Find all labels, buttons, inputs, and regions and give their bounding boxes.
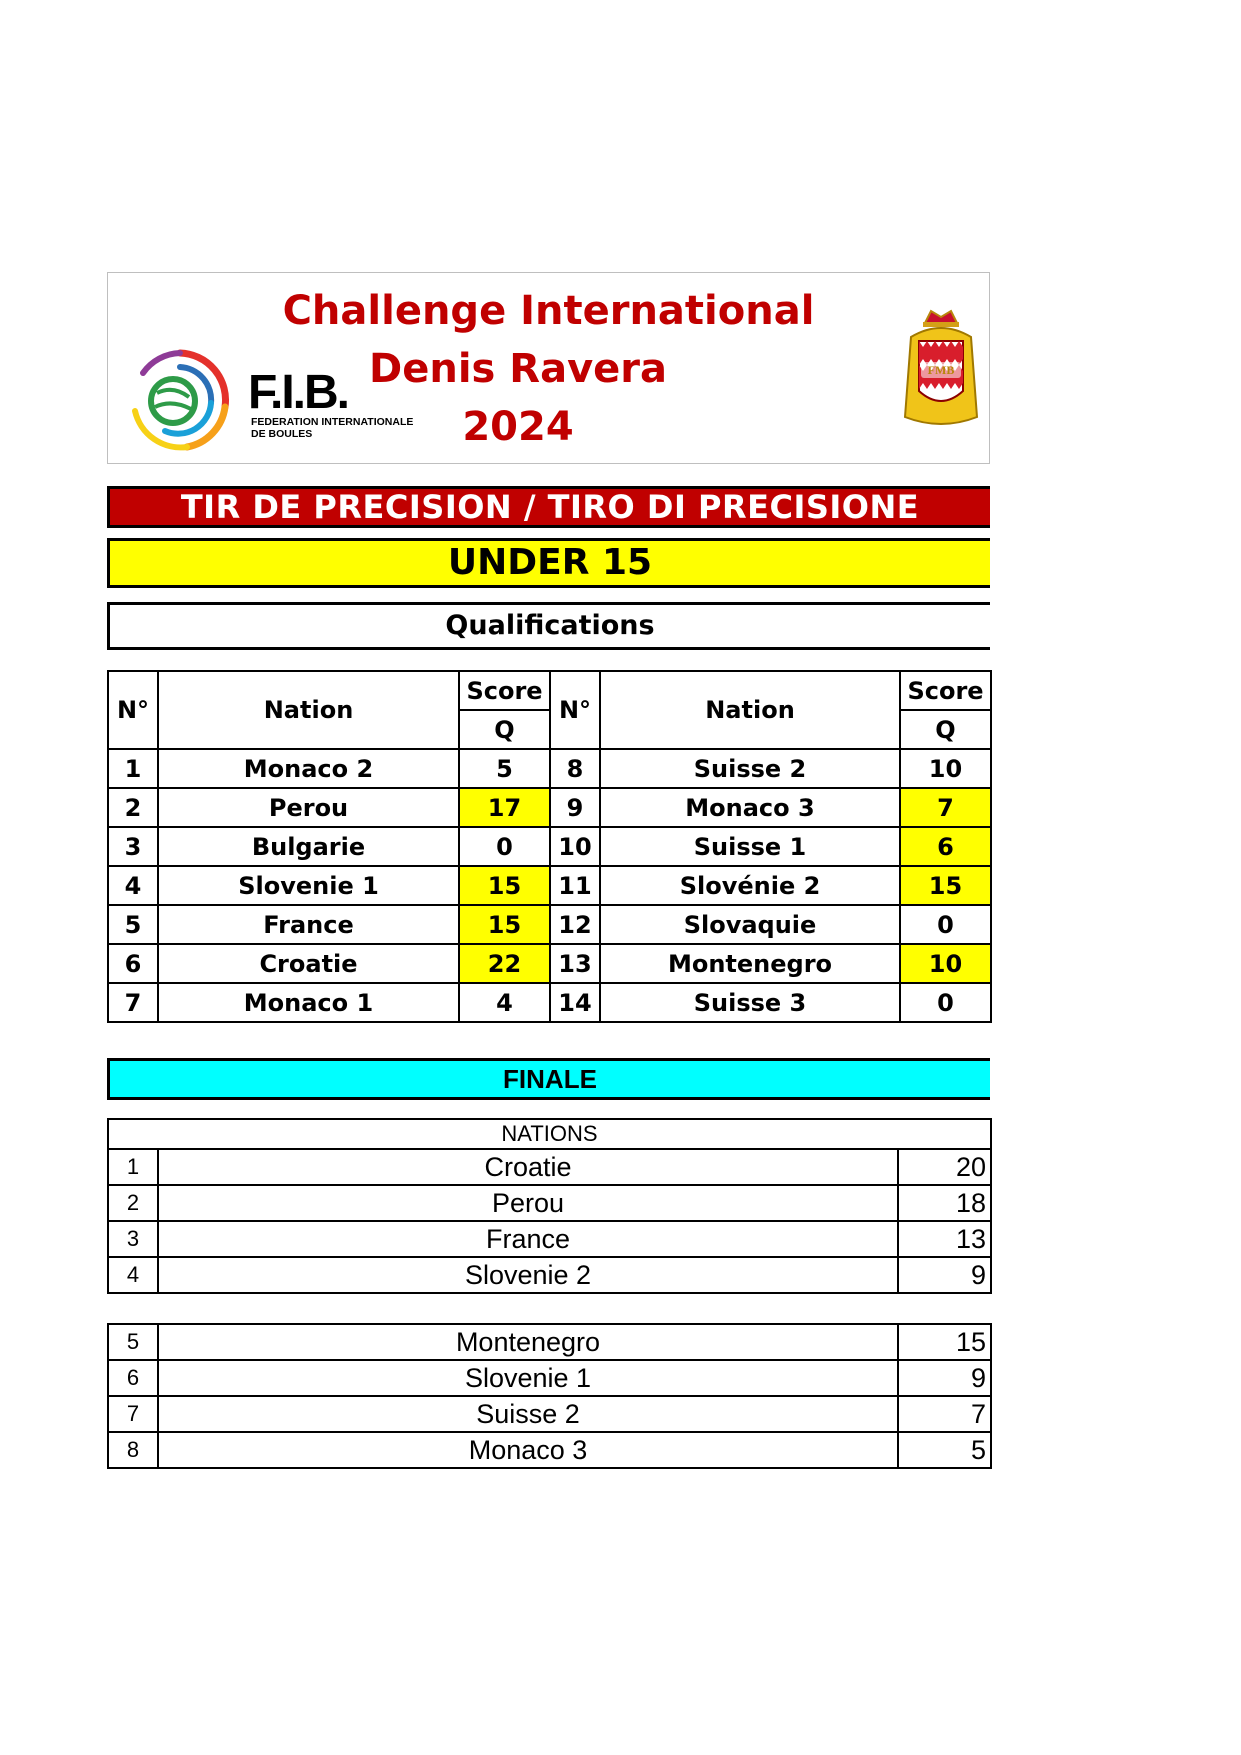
- fib-logo-icon: [125, 345, 235, 455]
- rank-cell: 1: [108, 749, 158, 788]
- finale-rank-cell: 8: [108, 1432, 158, 1468]
- rank-cell: 8: [550, 749, 600, 788]
- finale-rank-cell: 3: [108, 1221, 158, 1257]
- header-q-left: Q: [459, 710, 550, 749]
- table-row: [108, 827, 991, 866]
- header-q-right: Q: [900, 710, 991, 749]
- rank-cell: 13: [550, 944, 600, 983]
- score-cell: 15: [900, 866, 991, 905]
- rank-cell: 5: [108, 905, 158, 944]
- score-cell: 0: [900, 983, 991, 1022]
- table-row: [108, 1185, 991, 1221]
- nation-cell: Slovaquie: [600, 905, 900, 944]
- rank-cell: 3: [108, 827, 158, 866]
- finale-nation-cell: France: [158, 1221, 898, 1257]
- score-cell: 6: [900, 827, 991, 866]
- finale-score-cell: 18: [898, 1185, 991, 1221]
- rank-cell: 2: [108, 788, 158, 827]
- finale-score-cell: 20: [898, 1149, 991, 1185]
- finale-nation-cell: Suisse 2: [158, 1396, 898, 1432]
- title-line-2: Denis Ravera: [369, 346, 667, 392]
- table-row: [108, 1396, 991, 1432]
- finale-score-cell: 15: [898, 1324, 991, 1360]
- finale-table-top: [107, 1118, 992, 1294]
- finale-caption: NATIONS: [108, 1119, 991, 1149]
- finale-nation-cell: Slovenie 2: [158, 1257, 898, 1293]
- finale-banner: FINALE: [107, 1058, 990, 1100]
- finale-rank-cell: 4: [108, 1257, 158, 1293]
- header-no-left: N°: [108, 671, 158, 749]
- title-line-3: 2024: [462, 404, 574, 450]
- rank-cell: 6: [108, 944, 158, 983]
- table-row: [108, 1324, 991, 1360]
- crest-letters: FMB: [927, 363, 955, 377]
- score-cell: 15: [459, 866, 550, 905]
- title-line-1: Challenge International: [282, 288, 815, 334]
- header-score-right: Score: [900, 671, 991, 710]
- rank-cell: 4: [108, 866, 158, 905]
- table-row: [108, 866, 991, 905]
- score-cell: 10: [900, 944, 991, 983]
- table-row: [108, 1221, 991, 1257]
- finale-score-cell: 9: [898, 1257, 991, 1293]
- score-cell: 0: [459, 827, 550, 866]
- finale-nation-cell: Monaco 3: [158, 1432, 898, 1468]
- rank-cell: 7: [108, 983, 158, 1022]
- nation-cell: Suisse 3: [600, 983, 900, 1022]
- table-row: [108, 788, 991, 827]
- nation-cell: Monaco 2: [158, 749, 459, 788]
- finale-score-cell: 5: [898, 1432, 991, 1468]
- table-row: [108, 944, 991, 983]
- table-row: [108, 905, 991, 944]
- qualifications-table: [107, 670, 992, 1023]
- finale-nation-cell: Slovenie 1: [158, 1360, 898, 1396]
- finale-table-bottom: [107, 1323, 992, 1469]
- nation-cell: France: [158, 905, 459, 944]
- event-header: [107, 272, 990, 464]
- finale-rank-cell: 2: [108, 1185, 158, 1221]
- nation-cell: Slovénie 2: [600, 866, 900, 905]
- rank-cell: 10: [550, 827, 600, 866]
- nation-cell: Monaco 1: [158, 983, 459, 1022]
- table-row: [108, 1360, 991, 1396]
- score-cell: 4: [459, 983, 550, 1022]
- finale-rank-cell: 1: [108, 1149, 158, 1185]
- nation-cell: Bulgarie: [158, 827, 459, 866]
- nation-cell: Perou: [158, 788, 459, 827]
- header-nation-right: Nation: [600, 671, 900, 749]
- nation-cell: Montenegro: [600, 944, 900, 983]
- finale-nation-cell: Croatie: [158, 1149, 898, 1185]
- finale-score-cell: 13: [898, 1221, 991, 1257]
- finale-rank-cell: 5: [108, 1324, 158, 1360]
- fib-subtitle-line-2: DE BOULES: [251, 428, 313, 440]
- table-row: [108, 983, 991, 1022]
- score-cell: 5: [459, 749, 550, 788]
- score-cell: 0: [900, 905, 991, 944]
- fib-subtitle: [251, 416, 413, 440]
- finale-score-cell: 9: [898, 1360, 991, 1396]
- table-row: [108, 1432, 991, 1468]
- category-banner: UNDER 15: [107, 538, 990, 588]
- phase-banner: Qualifications: [107, 602, 990, 650]
- fmb-crest-icon: [901, 307, 981, 429]
- rank-cell: 9: [550, 788, 600, 827]
- event-banner: TIR DE PRECISION / TIRO DI PRECISIONE: [107, 486, 990, 528]
- fib-wordmark: F.I.B.: [248, 366, 349, 419]
- finale-rank-cell: 6: [108, 1360, 158, 1396]
- score-cell: 10: [900, 749, 991, 788]
- finale-score-cell: 7: [898, 1396, 991, 1432]
- nation-cell: Slovenie 1: [158, 866, 459, 905]
- finale-rank-cell: 7: [108, 1396, 158, 1432]
- finale-nation-cell: Perou: [158, 1185, 898, 1221]
- nation-cell: Suisse 2: [600, 749, 900, 788]
- header-nation-left: Nation: [158, 671, 459, 749]
- score-cell: 15: [459, 905, 550, 944]
- table-row: [108, 1257, 991, 1293]
- rank-cell: 11: [550, 866, 600, 905]
- nation-cell: Suisse 1: [600, 827, 900, 866]
- table-row: [108, 749, 991, 788]
- rank-cell: 14: [550, 983, 600, 1022]
- nation-cell: Monaco 3: [600, 788, 900, 827]
- score-cell: 7: [900, 788, 991, 827]
- table-row: [108, 1149, 991, 1185]
- score-cell: 22: [459, 944, 550, 983]
- header-score-left: Score: [459, 671, 550, 710]
- fib-subtitle-line-1: FEDERATION INTERNATIONALE: [251, 416, 414, 428]
- score-cell: 17: [459, 788, 550, 827]
- rank-cell: 12: [550, 905, 600, 944]
- header-no-right: N°: [550, 671, 600, 749]
- nation-cell: Croatie: [158, 944, 459, 983]
- finale-nation-cell: Montenegro: [158, 1324, 898, 1360]
